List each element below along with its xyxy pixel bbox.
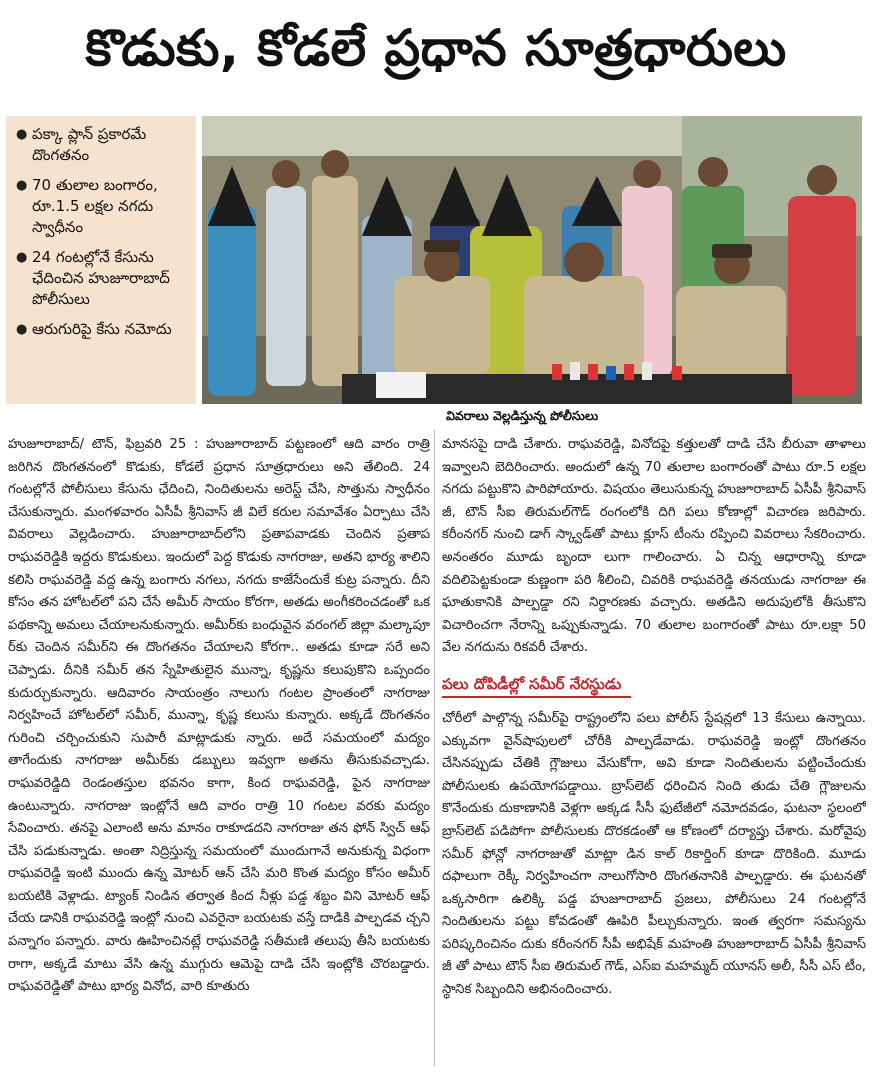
headline: కొడుకు, కోడలే ప్రధాన సూత్రధారులు [85,18,787,77]
highlight-item [16,124,190,166]
highlight-item [16,319,190,341]
photo-caption: వివరాలు వెల్లడిస్తున్న పోలీసులు [446,408,599,423]
article-paragraph: మానసపై దాడి చేశారు. రాఘవరెడ్డి, వినోదపై కత్తులతో దాడి చేసి బీరువా తాళాలు ఇవ్వాలని బెదిరించారు. అందులో ఉన్న 70 తులాల బంగారంతో పాటు రూ.5 లక్షల నగదు పట్టుకొని పారిపోయారు. విషయం తెలుసుకున్న హుజూరాబాద్ ఏసీపీ శ్రీనివాస్ జీ, టౌన్ సీఐ తిరుమల్‌గౌడ్ రంగంలోకి దిగి పలు కోణాల్లో విచారణ జరిపారు. కరీంనగర్ నుంచి డాగ్ స్క్వాడ్‌తో పాటు క్లూస్ టీంను రప్పించి వివరాలు సేకరించారు. అనంతరం మూడు బృందా లుగా గాలించారు. ఏ చిన్న ఆధారాన్ని కూడా వదిలిపెట్టకుండా కుణ్ణంగా పరి శీలించి, చివరికి రాఘవరెడ్డి తనయుడు నాగరాజు ఈ ఘాతుకానికి పాల్పడ్డా రని నిర్ధారణకు వచ్చారు. అతడిని అదుపులోకి తీసుకొని విచారించగా నేరాన్ని ఒప్పుకున్నాడు. 70 తులాల బంగారంతో పాటు రూ.లక్షా 50 వేల నగదును రికవరీ చేశారు. [442,437,866,656]
highlight-item [16,175,190,238]
highlights-box [6,116,196,404]
police-press-meet-illustration [202,116,862,404]
article-paragraph: చోరీలో పాల్గొన్న సమీర్‌పై రాష్ట్రంలోని పలు పోలీస్ స్టేషన్లలో 13 కేసులు ఉన్నాయి. ఎక్కువగా వైన్‌షాపులలో చోరీకి పాల్పడేవాడు. రాఘవరెడ్డి ఇంట్లో దొంగతనం చేసినప్పుడు చేతికి గ్లౌజులు వేసుకోగా, అవి కూడా నిందితులను పట్టించేందుకు పోలీసులకు ఉపయోగపడ్డాయి. బ్రాస్‌లెట్ ధరించిన నింది తుడు చేతి గ్లౌజులను కొనేందుకు దుకాణానికి వెళ్లగా అక్కడ సీసీ ఫుటేజీలో నమోదవడం, ఘటనా స్థలంలో బ్రాస్‌లెట్ పడిపోగా పోలీసులకు దొరకడంతో ఆ కోణంలో దర్యాప్తు చేశారు. మరోవైపు సమీర్ ఫోన్లో నాగరాజుతో మాట్లా డిన కాల్ రికార్డింగ్ కూడా దొరికింది. మూడు దఫాలుగా రెక్కీ నిర్వహించగా నాలుగోసారి దొంగతనానికి పాల్పడ్డారు. ఈ ఘటనతో ఒక్కసారిగా ఉలిక్కి పడ్డ హుజూరాబాద్ ప్రజలు, పోలీసులు 24 గంటల్లోనే నిందితులను పట్టు కోవడంతో ఊపిరి పీల్చుకున్నారు. ఇంత త్వరగా సమస్యను పరిష్కరించినం దుకు కరీంనగర్ సీపీ అభిషేక్ మహంతి హుజూరాబాద్ ఏసీపీ శ్రీనివాస్ జీ తో పాటు టౌన్ సీఐ తిరుమల్ గౌడ్, ఎస్ఐ మహమ్మద్ యూనస్ అలీ, సీసీ ఎస్ టీం, స్థానిక సిబ్బందిని అభినందించారు. [442,710,866,998]
news-photo [202,116,862,404]
bullet-icon: ● [16,127,28,142]
highlight-text: ఆరుగురిపై కేసు నమోదు [32,320,172,338]
highlight-text: 70 తులాల బంగారం, రూ.1.5 లక్షల నగదు స్వాధీనం [32,176,158,236]
highlight-item [16,247,190,310]
bullet-icon: ● [16,250,28,265]
subheading: పలు దోపిడీల్లో సమీర్ నేరస్థుడు [442,672,631,698]
highlight-text: పక్కా ప్లాన్ ప్రకారమే దొంగతనం [32,125,147,164]
bullet-icon: ● [16,178,28,193]
papers-on-table [376,372,426,398]
article-column-right [442,434,866,1064]
article-column-left [8,434,430,1064]
article-paragraph: హుజూరాబాద్/ టౌన్, ఫిబ్రవరి 25 : హుజూరాబాద్ పట్టణంలో ఆది వారం రాత్రి జరిగిన దొంగతనంలో కొడుకు, కోడలే ప్రధాన సూత్రధారులు అని తేలింది. 24 గంటల్లోనే పోలీసులు కేసును ఛేదించి, నిందితులను అరెస్ట్ చేసి, సొత్తును స్వాధీనం చేసుకున్నారు. మంగళవారం ఏసీపీ శ్రీనివాస్ జీ విలే కరుల సమావేశం ఏర్పాటు చేసి వివరాలు వెల్లడించారు. హుజూరాబాద్‌లోని ప్రతాపవాడకు చెందిన ప్రతాప రాఘవరెడ్డికి ఇద్దరు కొడుకులు. ఇందులో పెద్ద కొడుకు నాగరాజు, అతని భార్య శాలిని కలిసి రాఘవరెడ్డి వద్ద ఉన్న బంగారు నగలు, నగదు కాజేసేందుకే కుట్ర పన్నారు. దీని కోసం తన హోటల్‌లో పని చేసే అమీర్ సాయం కోరగా, అతడు అంగీకరించడంతో ఒక పథకాన్ని అమలు చేయాలనుకున్నారు. అమీర్‌కు బంధువైన వరంగల్ జిల్లా మల్కాపూ ర్‌కు చెందిన సమీర్‌ని ఈ దొంగతనం చేయాలని కోరగా.. అతడు కూడా సరే అని చెప్పాడు. దీనికి సమీర్ తన స్నేహితులైన మున్నా, కృష్ణను కలుపుకొని ఒప్పందం కుదుర్చుకున్నారు. ఆదివారం సాయంత్రం నాలుగు గంటల ప్రాంతంలో నాగరాజు నిర్వహించే హోటల్‌లో సమీర్, మున్నా, కృష్ణ కలుసు కున్నారు. అక్కడే దొంగతనం గురించి చర్చించుకుని సుపారీ మాట్లాడుకు న్నారు. అదే సమయంలో మద్యం తాగేందుకు నాగరాజు అమీర్‌కు డబ్బులు ఇవ్వగా అతను తీసుకువచ్చాడు. రాఘవరెడ్డిది రెండంతస్తుల భవనం కాగా, కింద రాఘవరెడ్డి, పైన నాగరాజు ఉంటున్నారు. నాగరాజు ఇంట్లోనే ఆది వారం రాత్రి 10 గంటల వరకు మద్యం సేవించారు. తనపై ఎలాంటి అను మానం రాకూడదని నాగరాజు తన ఫోన్ స్విచ్ ఆఫ్ చేసి పడుకున్నాడు. అంతా నిద్రిస్తున్న సమయంలో ముందుగానే అనుకున్న విధంగా రాఘవరెడ్డి ఇంటి ముందు ఉన్న మోటర్ ఆన్ చేసి మరి కొంత మద్యం కోసం అమీర్ బయటికి వెళ్లాడు. ట్యాంక్ నిండిన తర్వాత కింద నీళ్లు పడ్డ శబ్దం విని మోటర్ ఆఫ్ చేయ డానికి రాఘవరెడ్డి ఇంట్లో నుంచి ఎవరైనా బయటకు వస్తే దాడికి పాల్పడవ చ్చని పన్నాగం పన్నారు. వారు ఊహించినట్లే రాఘవరెడ్డి సతీమణి తలుపు తీసి బయటకు రాగా, అక్కడే మాటు వేసి ఉన్న ముగ్గురు ఆమెపై దాడి చేసి ఇంట్లోకి చొరబడ్డారు. రాఘవరెడ్డితో పాటు భార్య వినోద, వారి కూతురు [8,437,430,995]
highlight-text: 24 గంటల్లోనే కేసును ఛేదించిన హుజూరాబాద్ పోలీసులు [32,248,170,308]
column-divider [434,430,435,1066]
bullet-icon: ● [16,322,28,337]
